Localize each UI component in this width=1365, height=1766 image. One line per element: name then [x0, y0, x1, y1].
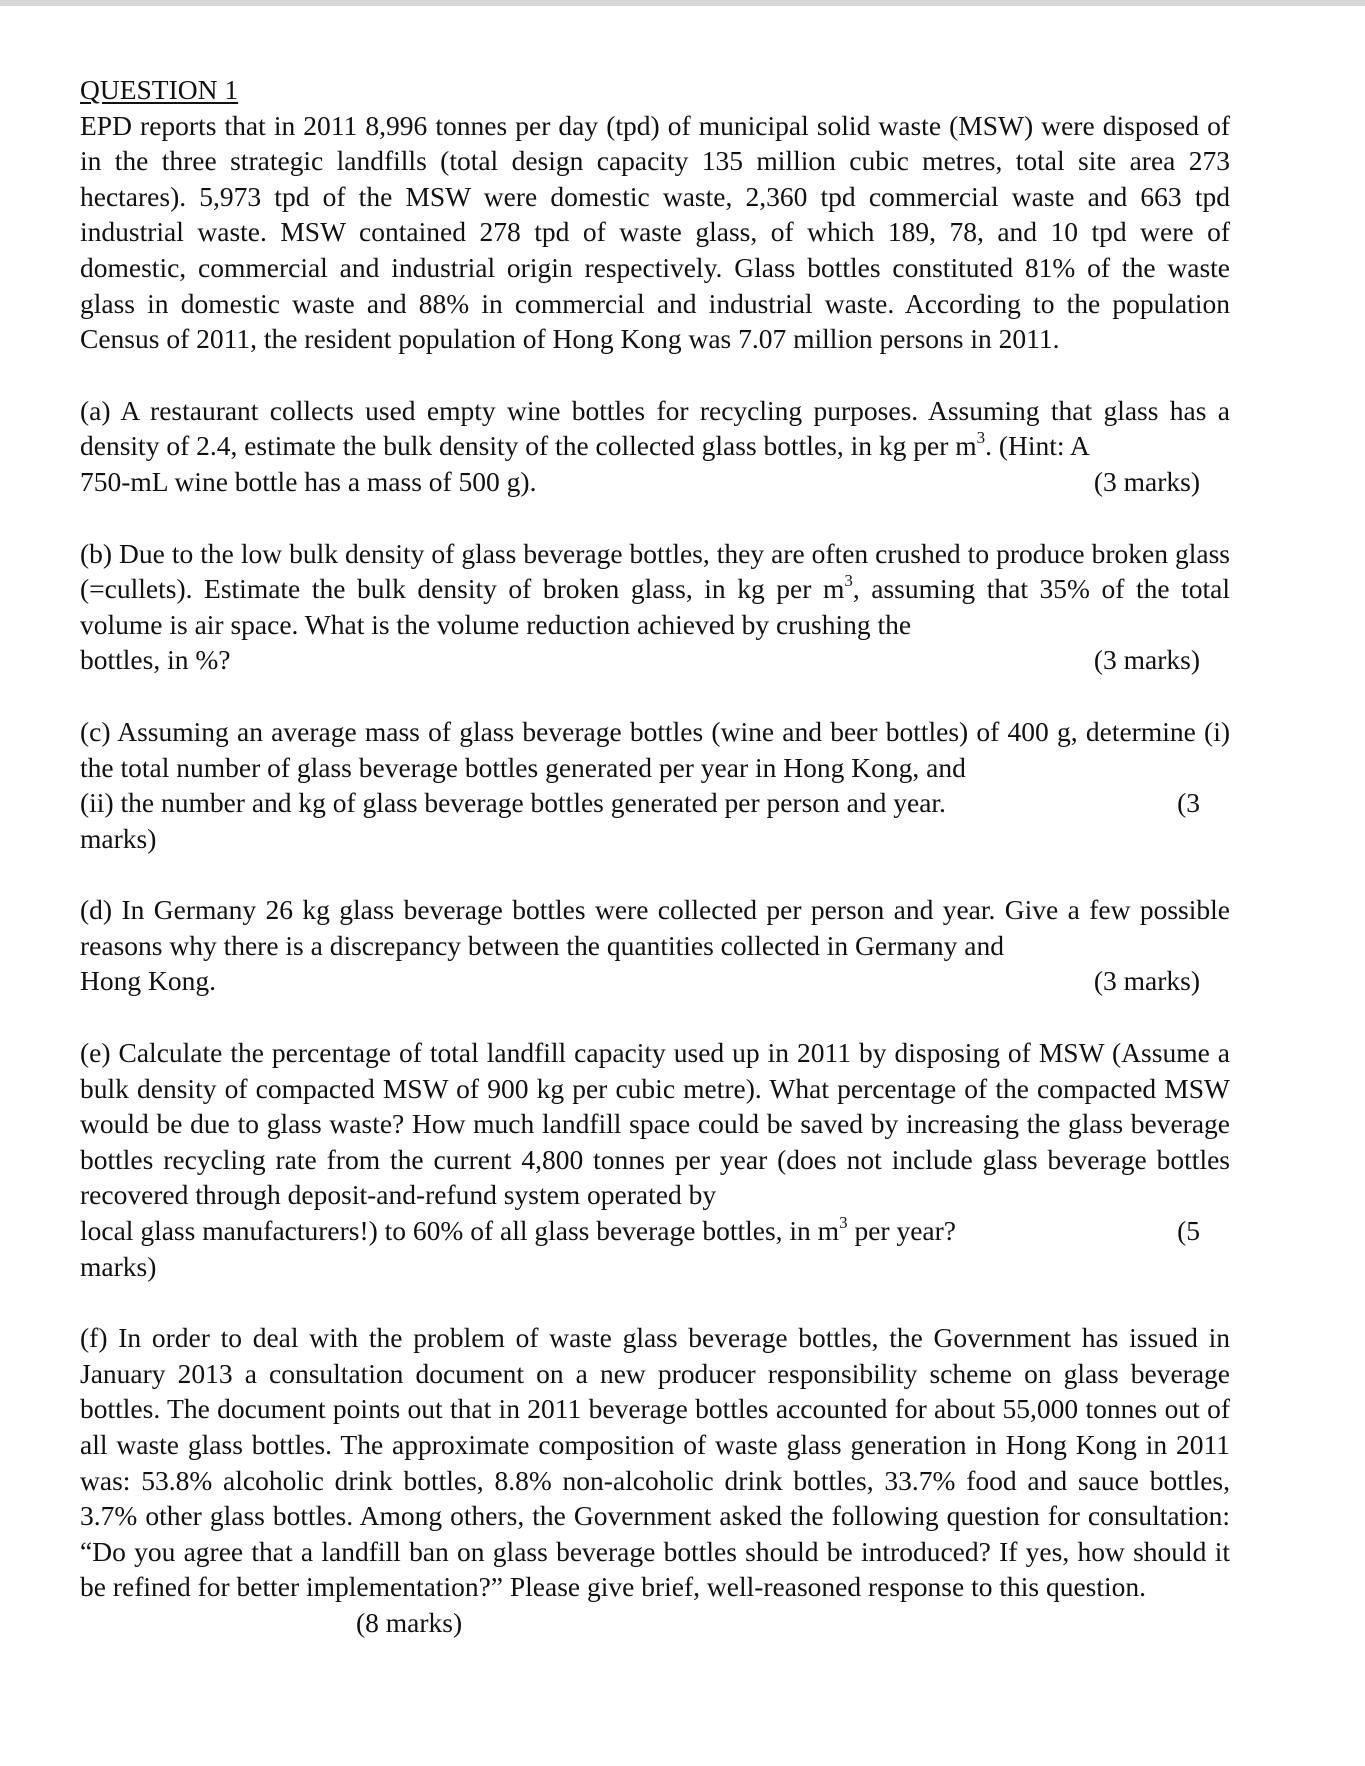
- part-c-marks-open: (3: [1177, 787, 1200, 819]
- spacer: [80, 500, 1230, 536]
- part-c-last-row: [80, 785, 1230, 821]
- part-a-last-line: 750-mL wine bottle has a mass of 500 g).: [80, 465, 537, 497]
- part-b-text-2: , assuming that 35% of the total volume is air space. What is the volume reduction achieved by crushing the: [80, 573, 1230, 640]
- part-a-text-2: . (Hint: A: [985, 430, 1090, 462]
- part-d-text: (d) In Germany 26 kg glass beverage bottles were collected per person and year. Give a few possible reasons why there is a discrepancy between the quantities collected in Germany and: [80, 894, 1230, 961]
- spacer: [80, 357, 1230, 393]
- part-d-last-line: Hong Kong.: [80, 965, 216, 997]
- part-e-superscript: 3: [839, 1213, 848, 1233]
- part-a-marks: (3 marks): [1093, 465, 1200, 497]
- part-f-marks: (8 marks): [356, 1606, 463, 1638]
- part-b-superscript: 3: [844, 571, 853, 591]
- spacer: [80, 856, 1230, 892]
- part-d: [80, 892, 1230, 999]
- question-page: [80, 72, 1230, 1641]
- part-b-marks: (3 marks): [1093, 644, 1200, 676]
- part-c-last-line: (ii) the number and kg of glass beverage bottles generated per person and year.: [80, 787, 946, 819]
- part-a-superscript: 3: [976, 428, 986, 448]
- part-e-last-line-2: per year?: [847, 1215, 956, 1247]
- part-b-text: [80, 536, 1230, 643]
- top-border: [0, 0, 1365, 6]
- part-b-last-row: [80, 642, 1230, 678]
- question-title: QUESTION 1: [80, 74, 239, 105]
- part-e-last-line-1: local glass manufacturers!) to 60% of all glass beverage bottles, in m: [80, 1215, 840, 1247]
- part-e-text: (e) Calculate the percentage of total landfill capacity used up in 2011 by disposing of MSW (Assume a bulk density of compacted MSW of 900 kg per cubic metre). What percentage of the compacted MSW would be due to glass waste? How much landfill space could be saved by increasing the glass beverage bottles recycling rate from the current 4,800 tonnes per year (does not include glass beverage bottles recovered through deposit-and-refund system operated by: [80, 1037, 1230, 1211]
- part-b-last-line: bottles, in %?: [80, 644, 231, 676]
- part-e-marks-open: (5: [1177, 1215, 1200, 1247]
- part-f: [80, 1320, 1230, 1640]
- part-a: [80, 393, 1230, 500]
- part-b-text-1: (b) Due to the low bulk density of glass beverage bottles, they are often crushed to produce broken glass (=cullets). Estimate the bulk density of broken glass, in kg per m: [80, 537, 1230, 605]
- spacer: [80, 999, 1230, 1035]
- spacer: [80, 1284, 1230, 1320]
- part-b: [80, 536, 1230, 678]
- part-d-marks: (3 marks): [1093, 965, 1200, 997]
- part-c-text: (c) Assuming an average mass of glass beverage bottles (wine and beer bottles) of 400 g, determine (i) the total number of glass beverage bottles generated per year in Hong Kong, and: [80, 715, 1230, 783]
- part-d-last-row: [80, 963, 1230, 999]
- part-a-last-row: [80, 464, 1230, 500]
- part-e-marks-close: marks): [80, 1250, 157, 1282]
- part-e-last-row: [80, 1213, 1230, 1249]
- part-c: [80, 714, 1230, 856]
- part-c-marks-close: marks): [80, 822, 157, 854]
- part-e-last-line: [80, 1213, 956, 1249]
- part-f-text: (f) In order to deal with the problem of waste glass beverage bottles, the Government has issued in January 2013 a consultation document on a new producer responsibility scheme on glass beverage bottles. The document points out that in 2011 beverage bottles accounted for about 55,000 tonnes out of all waste glass bottles. The approximate composition of waste glass generation in Hong Kong in 2011 was: 53.8% alcoholic drink bottles, 8.8% non-alcoholic drink bottles, 33.7% food and sauce bottles, 3.7% other glass bottles. Among others, the Government asked the following question for consultation: “Do you agree that a landfill ban on glass beverage bottles should be introduced? If yes, how should it be refined for better implementation?” Please give brief, well-reasoned response to this question.: [80, 1322, 1230, 1603]
- question-intro: EPD reports that in 2011 8,996 tonnes per day (tpd) of municipal solid waste (MSW) were disposed of in the three strategic landfills (total design capacity 135 million cubic metres, total site area 273 hectares). 5,973 tpd of the MSW were domestic waste, 2,360 tpd commercial waste and 663 tpd industrial waste. MSW contained 278 tpd of waste glass, of which 189, 78, and 10 tpd were of domestic, commercial and industrial origin respectively. Glass bottles constituted 81% of the waste glass in domestic waste and 88% in commercial and industrial waste. According to the population Census of 2011, the resident population of Hong Kong was 7.07 million persons in 2011.: [80, 109, 1230, 355]
- part-a-text-1: (a) A restaurant collects used empty wine bottles for recycling purposes. Assuming that glass has a density of 2.4, estimate the bulk density of the collected glass bottles, in kg per m: [80, 394, 1230, 462]
- part-e: [80, 1035, 1230, 1284]
- spacer: [80, 678, 1230, 714]
- part-a-text: [80, 393, 1230, 464]
